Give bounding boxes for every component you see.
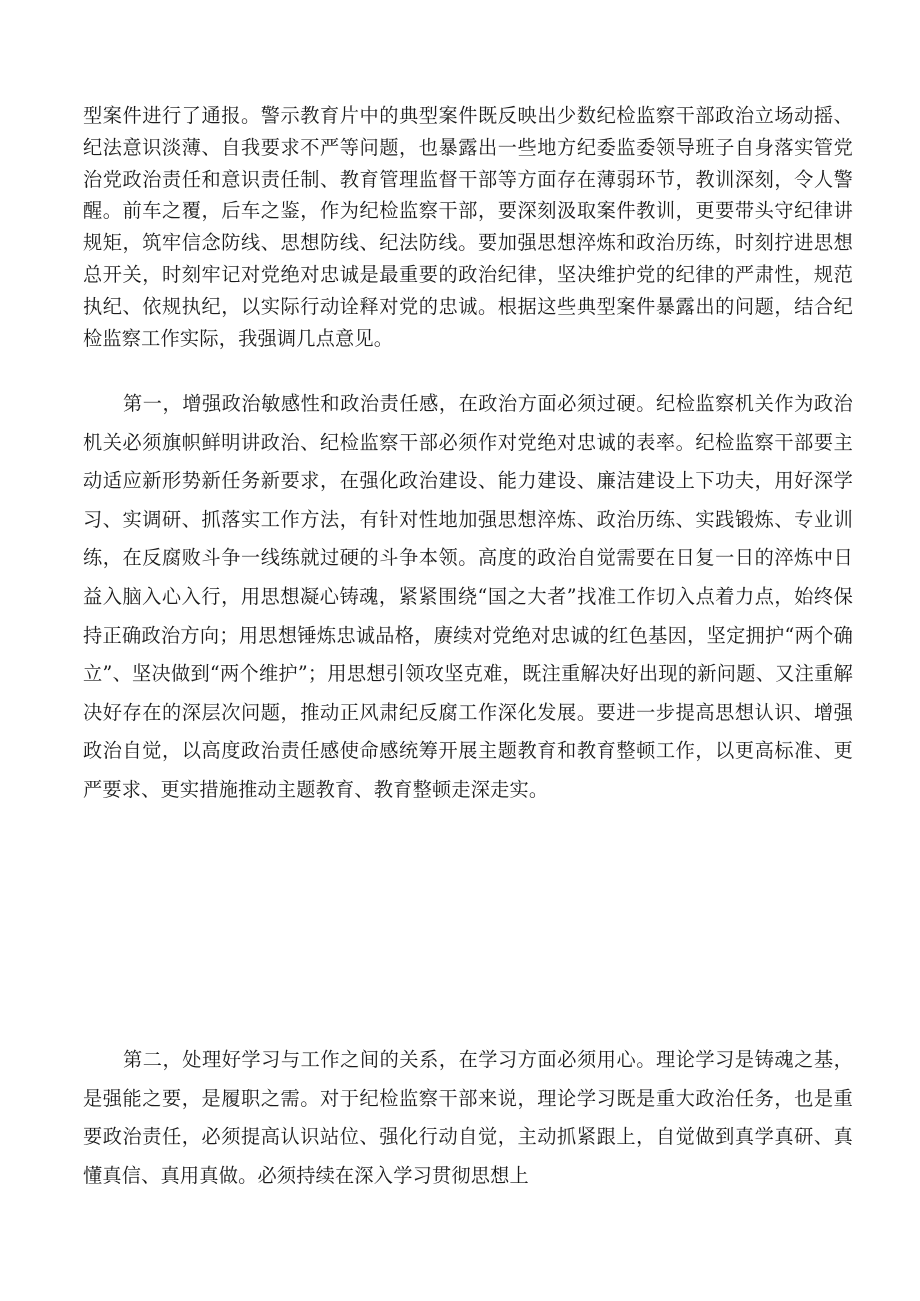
- paragraph-point-two: 第二，处理好学习与工作之间的关系，在学习方面必须用心。理论学习是铸魂之基，是强能之要，是履职之需。对于纪检监察干部来说，理论学习既是重大政治任务，也是重要政治责任，必须提高认识站位、强化行动自觉，主动抓紧跟上，自觉做到真学真研、真懂真信、真用真做。必须持续在深入学习贯彻思想上: [83, 1048, 853, 1187]
- paragraph-point-one: 第一，增强政治敏感性和政治责任感，在政治方面必须过硬。纪检监察机关作为政治机关必须旗帜鲜明讲政治、纪检监察干部必须作对党绝对忠诚的表率。纪检监察干部要主动适应新形势新任务新要求，在强化政治建设、能力建设、廉洁建设上下功夫，用好深学习、实调研、抓落实工作方法，有针对性地加强思想淬炼、政治历练、实践锻炼、专业训练，在反腐败斗争一线练就过硬的斗争本领。高度的政治自觉需要在日复一日的淬炼中日益入脑入心入行，用思想凝心铸魂，紧紧围绕“国之大者”找准工作切入点着力点，始终保持正确政治方向；用思想锤炼忠诚品格，赓续对党绝对忠诚的红色基因，坚定拥护“两个确立”、坚决做到“两个维护”；用思想引领攻坚克难，既注重解决好出现的新问题、又注重解决好存在的深层次问题，推动正风肃纪反腐工作深化发展。要进一步提高思想认识、增强政治自觉，以高度政治责任感使命感统筹开展主题教育和教育整顿工作，以更高标准、更严要求、更实措施推动主题教育、教育整顿走深走实。: [83, 392, 853, 801]
- paragraph-intro: 型案件进行了通报。警示教育片中的典型案件既反映出少数纪检监察干部政治立场动摇、纪法意识淡薄、自我要求不严等问题，也暴露出一些地方纪委监委领导班子自身落实管党治党政治责任和意识责任制、教育管理监督干部等方面存在薄弱环节，教训深刻，令人警醒。前车之覆，后车之鉴，作为纪检监察干部，要深刻汲取案件教训，更要带头守纪律讲规矩，筑牢信念防线、思想防线、纪法防线。要加强思想淬炼和政治历练，时刻拧进思想总开关，时刻牢记对党绝对忠诚是最重要的政治纪律，坚决维护党的纪律的严肃性，规范执纪、依规执纪，以实际行动诠释对党的忠诚。根据这些典型案件暴露出的问题，结合纪检监察工作实际，我强调几点意见。: [83, 104, 853, 350]
